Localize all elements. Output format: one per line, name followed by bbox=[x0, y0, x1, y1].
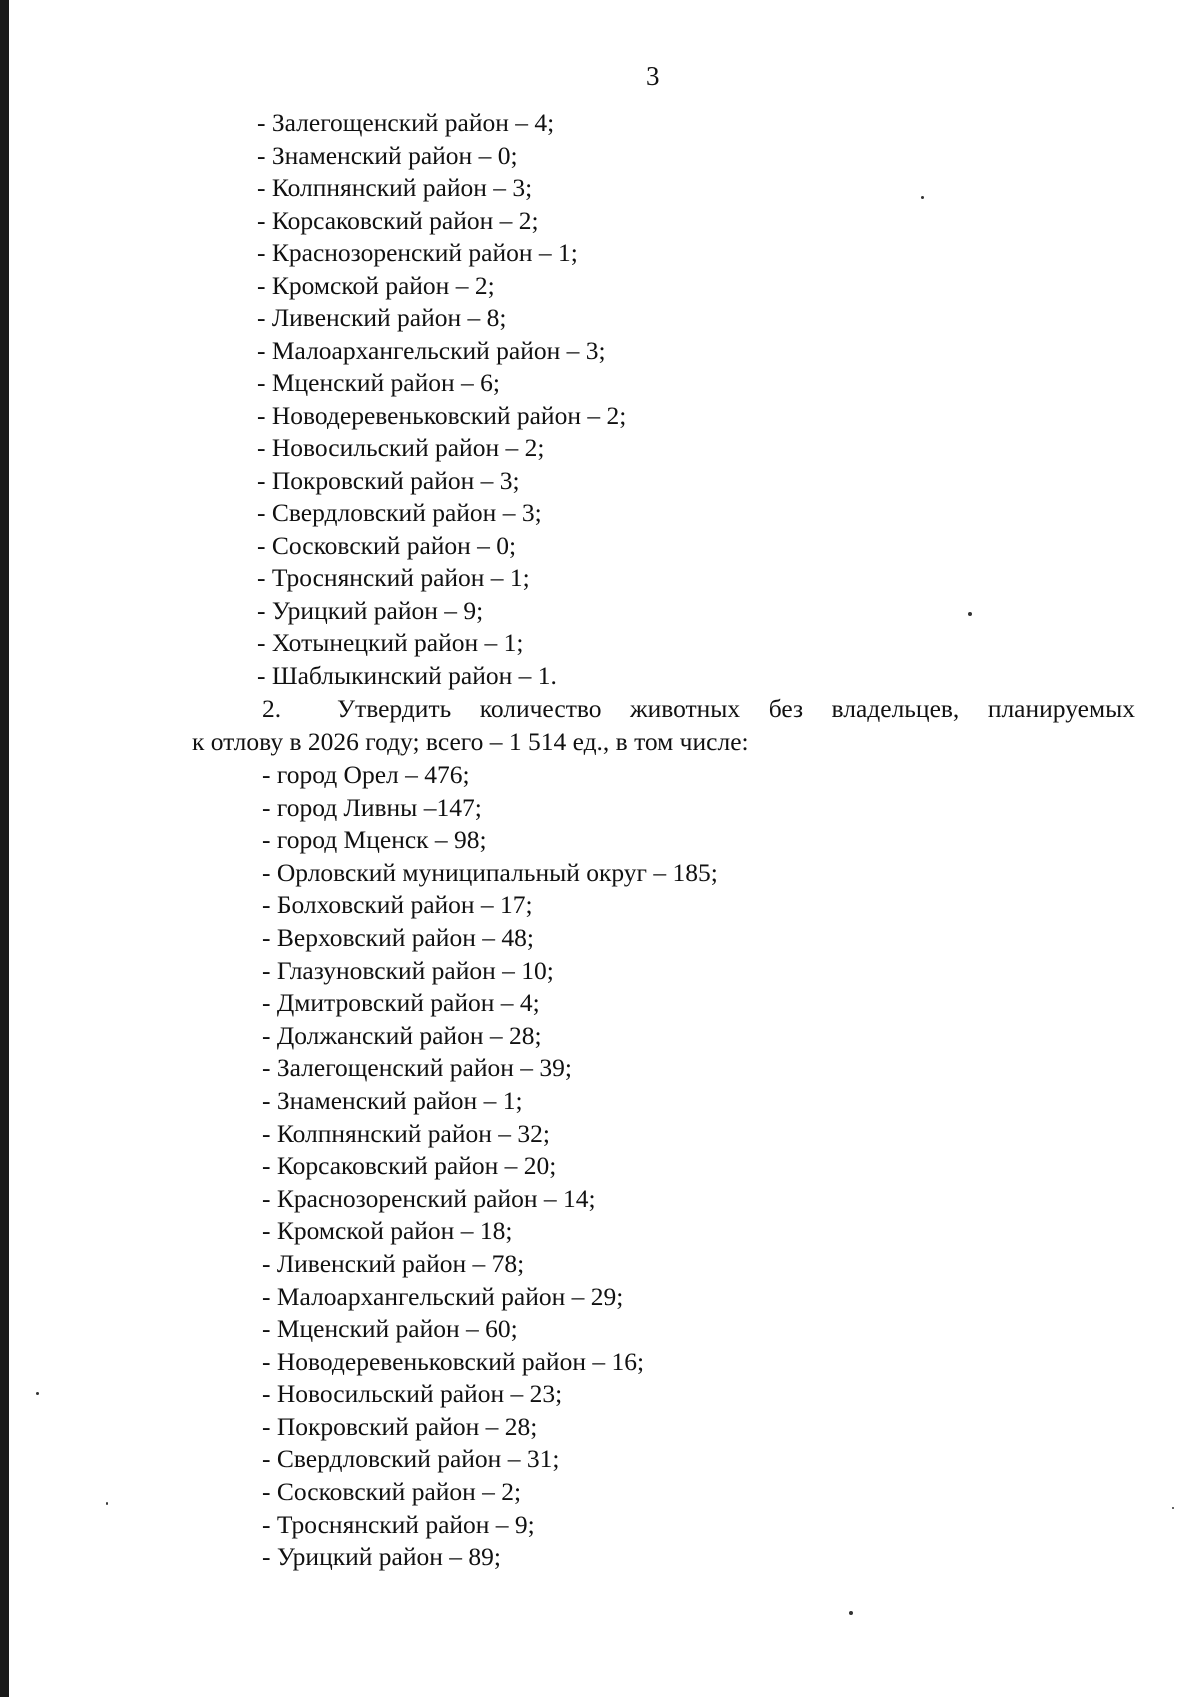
list-item: - Мценский район – 60; bbox=[262, 1314, 518, 1344]
paragraph-word: без bbox=[768, 694, 804, 723]
paragraph-word: Утвердить bbox=[337, 694, 452, 723]
list-item: - город Ливны –147; bbox=[262, 792, 482, 822]
list-item: - Ливенский район – 8; bbox=[257, 303, 507, 332]
list-item: - Свердловский район – 3; bbox=[257, 498, 542, 527]
list-item: - Троснянский район – 9; bbox=[262, 1509, 535, 1539]
list-item: - Урицкий район – 9; bbox=[257, 595, 484, 625]
paragraph-word: количество bbox=[479, 694, 602, 723]
list-item: - Мценский район – 6; bbox=[257, 368, 500, 397]
list-item: - Должанский район – 28; bbox=[262, 1020, 542, 1050]
list-item: - Покровский район – 3; bbox=[257, 465, 520, 495]
list-item: - Дмитровский район – 4; bbox=[262, 988, 540, 1018]
list-item: - Знаменский район – 1; bbox=[262, 1085, 523, 1115]
list-item: - Глазуновский район – 10; bbox=[262, 955, 554, 985]
list-item: - Корсаковский район – 20; bbox=[262, 1151, 557, 1181]
list-item: - Залегощенский район – 39; bbox=[262, 1053, 572, 1083]
list-item: - Малоархангельский район – 29; bbox=[262, 1281, 624, 1311]
paragraph-word: животных bbox=[629, 694, 741, 723]
district-list-a bbox=[257, 107, 626, 692]
list-item: - Краснозоренский район – 14; bbox=[262, 1183, 596, 1213]
list-item: - Колпнянский район – 32; bbox=[262, 1118, 550, 1148]
list-item: - Троснянский район – 1; bbox=[257, 563, 530, 592]
list-item: - Новосильский район – 2; bbox=[257, 433, 545, 462]
scan-speck bbox=[849, 1611, 853, 1615]
list-item: - Корсаковский район – 2; bbox=[257, 205, 539, 235]
list-item: - Орловский муниципальный округ – 185; bbox=[262, 857, 718, 887]
list-item: - Малоархангельский район – 3; bbox=[257, 335, 606, 365]
scan-speck bbox=[1172, 1507, 1174, 1509]
list-item: - Кромской район – 2; bbox=[257, 270, 495, 300]
list-item: - Урицкий район – 89; bbox=[262, 1542, 501, 1572]
paragraph-word: планируемых bbox=[987, 694, 1135, 723]
list-item: - Кромской район – 18; bbox=[262, 1216, 513, 1246]
list-item: - Краснозоренский район – 1; bbox=[257, 238, 578, 267]
scan-speck bbox=[921, 196, 924, 199]
scan-edge bbox=[0, 0, 9, 1697]
list-item: - Новодеревеньковский район – 16; bbox=[262, 1346, 645, 1376]
list-item: - Новосильский район – 23; bbox=[262, 1379, 563, 1409]
page-number: 3 bbox=[646, 61, 660, 91]
paragraph-number: 2. bbox=[262, 694, 282, 723]
list-item: - Залегощенский район – 4; bbox=[257, 108, 555, 137]
list-item: - Колпнянский район – 3; bbox=[257, 173, 533, 202]
list-item: - Сосковский район – 2; bbox=[262, 1477, 522, 1507]
list-item: - Новодеревеньковский район – 2; bbox=[257, 400, 627, 430]
list-item: - Знаменский район – 0; bbox=[257, 140, 518, 170]
paragraph-2-line-1 bbox=[262, 693, 1135, 726]
scan-speck bbox=[968, 612, 972, 616]
paragraph-2-line-2: к отлову в 2026 году; всего – 1 514 ед., в том числе: bbox=[192, 727, 749, 756]
list-item: - Хотынецкий район – 1; bbox=[257, 628, 524, 657]
list-item: - город Орел – 476; bbox=[262, 760, 470, 789]
list-item: - Шаблыкинский район – 1. bbox=[257, 660, 557, 690]
list-item: - город Мценск – 98; bbox=[262, 825, 487, 855]
district-list-b bbox=[262, 759, 718, 1574]
list-item: - Ливенский район – 78; bbox=[262, 1248, 525, 1278]
paragraph-word: владельцев, bbox=[831, 694, 960, 723]
paragraph-2-words bbox=[337, 693, 1135, 726]
scan-speck bbox=[36, 1392, 39, 1395]
scan-speck bbox=[106, 1502, 108, 1505]
list-item: - Сосковский район – 0; bbox=[257, 530, 517, 560]
list-item: - Покровский район – 28; bbox=[262, 1411, 538, 1441]
list-item: - Болховский район – 17; bbox=[262, 890, 533, 920]
list-item: - Верховский район – 48; bbox=[262, 922, 534, 952]
list-item: - Свердловский район – 31; bbox=[262, 1444, 560, 1474]
